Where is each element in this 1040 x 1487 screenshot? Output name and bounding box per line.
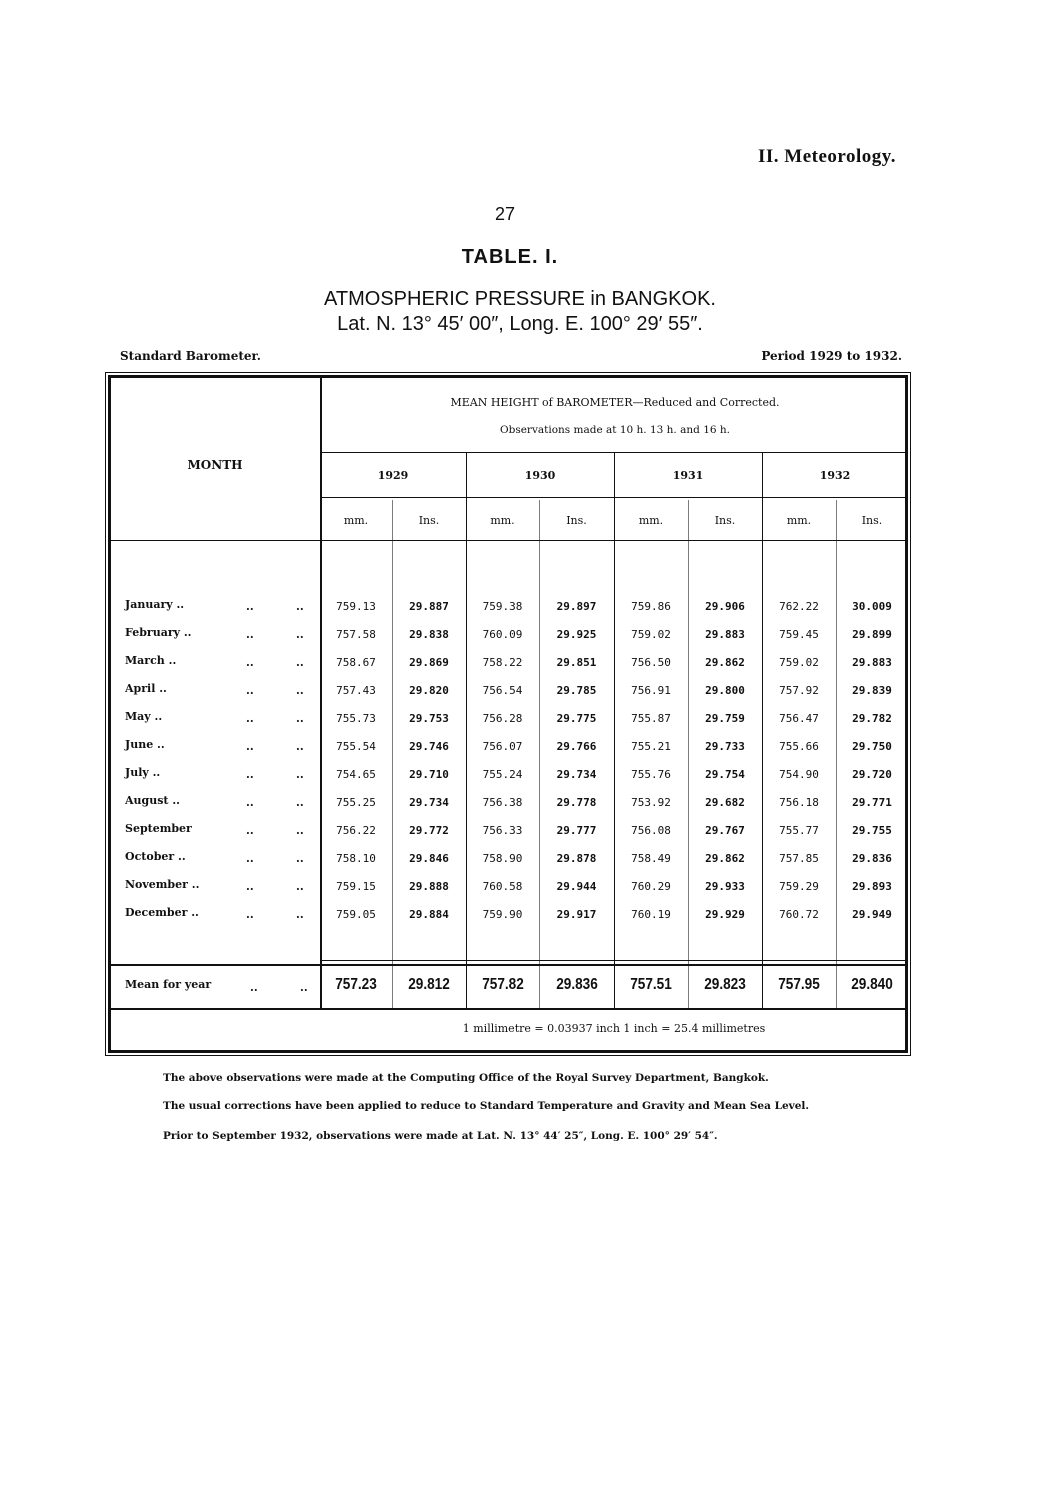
value-mm-cell: 760.09 xyxy=(482,628,523,641)
leader-dots: .. xyxy=(246,740,254,753)
value-ins-cell: 29.710 xyxy=(409,768,449,781)
value-mm-cell: 756.50 xyxy=(631,656,671,669)
rule-line xyxy=(614,452,615,1008)
leader-dots: .. xyxy=(246,880,254,893)
value-ins-cell: 29.899 xyxy=(852,628,892,641)
value-ins-cell: 29.750 xyxy=(852,740,892,753)
value-mm-cell: 758.90 xyxy=(482,852,523,865)
rule-line xyxy=(392,500,393,1008)
mean-value-cell: 29.840 xyxy=(851,976,893,993)
group-header: MEAN HEIGHT of BAROMETER—Reduced and Corrected. xyxy=(450,396,780,409)
value-ins-cell: 29.772 xyxy=(409,824,449,837)
rule-line xyxy=(466,452,467,1008)
value-mm-cell: 759.02 xyxy=(631,628,671,641)
value-ins-cell: 29.878 xyxy=(556,852,597,865)
value-mm-cell: 757.92 xyxy=(779,684,819,697)
value-ins-cell: 29.754 xyxy=(705,768,745,781)
year-header: 1932 xyxy=(819,469,851,482)
rule-line xyxy=(762,452,763,1008)
note-line: The usual corrections have been applied to reduce to Standard Temperature and Gravity and Mean Sea Level. xyxy=(163,1100,810,1112)
value-mm-cell: 760.19 xyxy=(631,908,671,921)
value-mm-cell: 755.21 xyxy=(631,740,671,753)
value-ins-cell: 29.862 xyxy=(705,656,745,669)
value-ins-cell: 29.734 xyxy=(556,768,597,781)
value-ins-cell: 29.785 xyxy=(556,684,597,697)
month-label: May .. xyxy=(125,710,163,723)
value-mm-cell: 759.13 xyxy=(336,600,376,613)
leader-dots: .. xyxy=(246,908,254,921)
value-mm-cell: 755.73 xyxy=(336,712,376,725)
month-label: September xyxy=(125,822,192,835)
value-ins-cell: 29.838 xyxy=(409,628,449,641)
leader-dots: .. xyxy=(296,796,304,809)
value-mm-cell: 756.18 xyxy=(779,796,819,809)
unit-ins-header: Ins. xyxy=(418,514,440,527)
value-ins-cell: 29.933 xyxy=(705,880,745,893)
unit-mm-header: mm. xyxy=(343,514,369,527)
mean-value-cell: 29.836 xyxy=(555,976,598,993)
value-ins-cell: 29.888 xyxy=(409,880,449,893)
month-label: June .. xyxy=(125,738,165,751)
leader-dots: .. xyxy=(296,768,304,781)
leader-dots: .. xyxy=(246,768,254,781)
value-ins-cell: 29.682 xyxy=(705,796,745,809)
value-ins-cell: 29.887 xyxy=(409,600,449,613)
rule-line xyxy=(539,500,540,1008)
value-mm-cell: 754.90 xyxy=(779,768,819,781)
value-ins-cell: 30.009 xyxy=(852,600,892,613)
month-label: January .. xyxy=(125,598,185,611)
value-mm-cell: 760.29 xyxy=(631,880,671,893)
value-ins-cell: 29.836 xyxy=(852,852,892,865)
rule-line xyxy=(111,964,908,966)
leader-dots: .. xyxy=(296,908,304,921)
leader-dots: .. xyxy=(296,656,304,669)
value-ins-cell: 29.775 xyxy=(556,712,597,725)
instrument-label: Standard Barometer. xyxy=(120,349,261,363)
value-ins-cell: 29.755 xyxy=(852,824,892,837)
leader-dots: .. xyxy=(246,824,254,837)
value-mm-cell: 755.25 xyxy=(336,796,376,809)
value-ins-cell: 29.906 xyxy=(705,600,745,613)
value-ins-cell: 29.917 xyxy=(556,908,597,921)
value-mm-cell: 757.58 xyxy=(336,628,376,641)
value-mm-cell: 758.22 xyxy=(482,656,523,669)
mean-value-cell: 757.23 xyxy=(335,976,377,993)
value-ins-cell: 29.800 xyxy=(705,684,745,697)
value-ins-cell: 29.734 xyxy=(409,796,449,809)
value-ins-cell: 29.767 xyxy=(705,824,745,837)
mean-value-cell: 757.95 xyxy=(778,976,820,993)
value-ins-cell: 29.766 xyxy=(556,740,597,753)
month-label: April .. xyxy=(125,682,167,695)
value-ins-cell: 29.753 xyxy=(409,712,449,725)
value-mm-cell: 755.24 xyxy=(482,768,523,781)
value-mm-cell: 755.77 xyxy=(779,824,819,837)
value-mm-cell: 759.38 xyxy=(482,600,523,613)
mean-label: Mean for year xyxy=(125,978,212,991)
value-mm-cell: 760.58 xyxy=(482,880,523,893)
value-mm-cell: 759.90 xyxy=(482,908,523,921)
page-number: 27 xyxy=(494,204,516,224)
note-line: The above observations were made at the Computing Office of the Royal Survey Department, Bangkok. xyxy=(163,1072,769,1084)
unit-ins-header: Ins. xyxy=(714,514,736,527)
value-ins-cell: 29.944 xyxy=(556,880,597,893)
value-mm-cell: 759.45 xyxy=(779,628,819,641)
rule-line xyxy=(111,540,908,541)
leader-dots: .. xyxy=(296,852,304,865)
value-ins-cell: 29.925 xyxy=(556,628,597,641)
rule-line xyxy=(111,1008,908,1010)
value-ins-cell: 29.897 xyxy=(556,600,597,613)
value-mm-cell: 756.08 xyxy=(631,824,671,837)
value-ins-cell: 29.778 xyxy=(556,796,597,809)
month-label: February .. xyxy=(125,626,192,639)
value-ins-cell: 29.746 xyxy=(409,740,449,753)
month-label: July .. xyxy=(125,766,161,779)
year-header: 1931 xyxy=(672,469,704,482)
month-label: March .. xyxy=(125,654,177,667)
group-subheader: Observations made at 10 h. 13 h. and 16 h. xyxy=(500,424,730,436)
value-mm-cell: 756.91 xyxy=(631,684,671,697)
value-ins-cell: 29.869 xyxy=(409,656,449,669)
value-ins-cell: 29.893 xyxy=(852,880,892,893)
month-label: December .. xyxy=(125,906,199,919)
month-label: November .. xyxy=(125,878,200,891)
mean-value-cell: 29.812 xyxy=(408,976,450,993)
leader-dots: .. xyxy=(296,628,304,641)
leader-dots: .. xyxy=(296,824,304,837)
conversion-note: 1 millimetre = 0.03937 inch 1 inch = 25.4 millimetres xyxy=(462,1022,766,1035)
value-mm-cell: 756.33 xyxy=(482,824,523,837)
value-mm-cell: 755.87 xyxy=(631,712,671,725)
value-ins-cell: 29.777 xyxy=(556,824,597,837)
leader-dots: .. xyxy=(296,740,304,753)
leader-dots: .. xyxy=(246,712,254,725)
year-header: 1930 xyxy=(524,469,556,482)
value-ins-cell: 29.883 xyxy=(852,656,892,669)
month-header: MONTH xyxy=(187,458,243,472)
period-label: Period 1929 to 1932. xyxy=(761,349,902,363)
leader-dots: .. xyxy=(250,981,258,994)
leader-dots: .. xyxy=(296,880,304,893)
value-mm-cell: 758.49 xyxy=(631,852,671,865)
value-ins-cell: 29.759 xyxy=(705,712,745,725)
leader-dots: .. xyxy=(296,684,304,697)
leader-dots: .. xyxy=(300,981,308,994)
leader-dots: .. xyxy=(246,628,254,641)
value-ins-cell: 29.720 xyxy=(852,768,892,781)
leader-dots: .. xyxy=(246,600,254,613)
value-mm-cell: 758.10 xyxy=(336,852,376,865)
value-mm-cell: 754.65 xyxy=(336,768,376,781)
value-mm-cell: 762.22 xyxy=(779,600,819,613)
value-ins-cell: 29.771 xyxy=(852,796,892,809)
value-mm-cell: 756.38 xyxy=(482,796,523,809)
value-mm-cell: 755.66 xyxy=(779,740,819,753)
value-mm-cell: 759.29 xyxy=(779,880,819,893)
table-title: ATMOSPHERIC PRESSURE in BANGKOK. xyxy=(324,288,716,310)
value-ins-cell: 29.733 xyxy=(705,740,745,753)
value-ins-cell: 29.851 xyxy=(556,656,597,669)
section-heading: II. Meteorology. xyxy=(758,146,896,167)
value-mm-cell: 759.05 xyxy=(336,908,376,921)
rule-line xyxy=(688,500,689,1008)
leader-dots: .. xyxy=(246,656,254,669)
value-ins-cell: 29.949 xyxy=(852,908,892,921)
unit-mm-header: mm. xyxy=(786,514,812,527)
value-mm-cell: 759.86 xyxy=(631,600,671,613)
value-mm-cell: 756.22 xyxy=(336,824,376,837)
value-mm-cell: 755.76 xyxy=(631,768,671,781)
value-ins-cell: 29.884 xyxy=(409,908,449,921)
month-label: August .. xyxy=(125,794,180,807)
value-ins-cell: 29.820 xyxy=(409,684,449,697)
value-mm-cell: 757.43 xyxy=(336,684,376,697)
unit-ins-header: Ins. xyxy=(861,514,883,527)
leader-dots: .. xyxy=(246,852,254,865)
value-ins-cell: 29.839 xyxy=(852,684,892,697)
value-mm-cell: 759.02 xyxy=(779,656,819,669)
value-mm-cell: 758.67 xyxy=(336,656,376,669)
mean-value-cell: 757.82 xyxy=(481,976,524,993)
value-ins-cell: 29.846 xyxy=(409,852,449,865)
value-mm-cell: 755.54 xyxy=(336,740,376,753)
value-ins-cell: 29.862 xyxy=(705,852,745,865)
rule-line xyxy=(836,500,837,1008)
unit-mm-header: mm. xyxy=(638,514,664,527)
value-ins-cell: 29.929 xyxy=(705,908,745,921)
mean-value-cell: 757.51 xyxy=(630,976,672,993)
unit-ins-header: Ins. xyxy=(566,514,587,527)
value-mm-cell: 756.07 xyxy=(482,740,523,753)
leader-dots: .. xyxy=(246,796,254,809)
mean-value-cell: 29.823 xyxy=(704,976,746,993)
year-header: 1929 xyxy=(377,469,409,482)
leader-dots: .. xyxy=(246,684,254,697)
leader-dots: .. xyxy=(296,712,304,725)
table-label: TABLE. I. xyxy=(461,246,559,268)
coordinates-line: Lat. N. 13° 45′ 00″, Long. E. 100° 29′ 55″. xyxy=(337,313,703,335)
value-mm-cell: 756.47 xyxy=(779,712,819,725)
value-mm-cell: 756.28 xyxy=(482,712,523,725)
unit-mm-header: mm. xyxy=(490,514,515,527)
value-mm-cell: 760.72 xyxy=(779,908,819,921)
value-mm-cell: 756.54 xyxy=(482,684,523,697)
note-line: Prior to September 1932, observations were made at Lat. N. 13° 44′ 25″, Long. E. 100° 29′ 54″. xyxy=(163,1130,718,1142)
leader-dots: .. xyxy=(296,600,304,613)
month-label: October .. xyxy=(125,850,186,863)
value-mm-cell: 759.15 xyxy=(336,880,376,893)
value-mm-cell: 757.85 xyxy=(779,852,819,865)
value-ins-cell: 29.782 xyxy=(852,712,892,725)
value-ins-cell: 29.883 xyxy=(705,628,745,641)
value-mm-cell: 753.92 xyxy=(631,796,671,809)
